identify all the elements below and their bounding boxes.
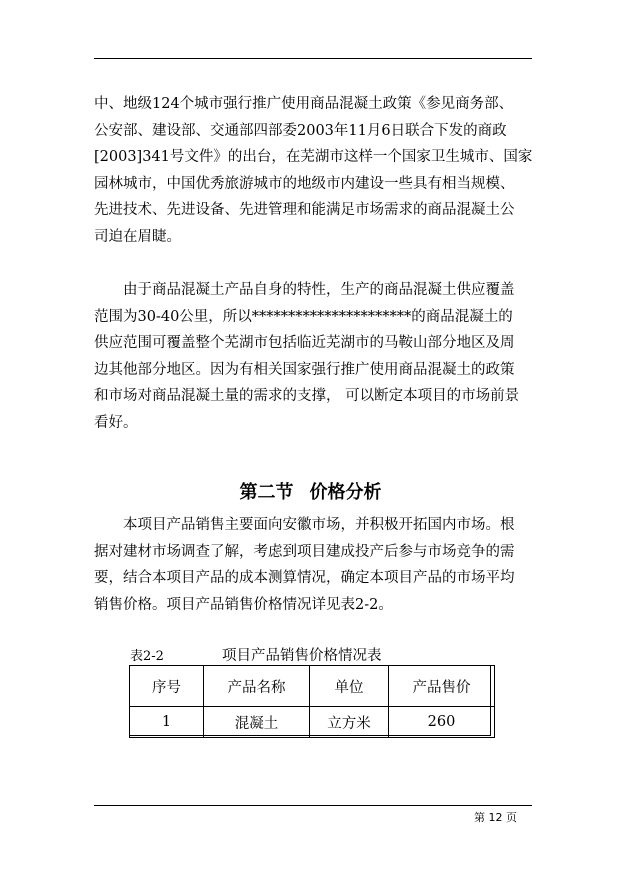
table-row [130, 707, 495, 738]
table-title: 项目产品销售价格情况表 [222, 648, 382, 664]
page-number: 第 12 页 [474, 811, 517, 824]
text-line: 要，结合本项目产品的成本测算情况，确定本项目产品的市场平均 [94, 570, 515, 586]
section-heading [0, 478, 621, 504]
table-cell: 1 [130, 707, 204, 738]
text-line: 由于商品混凝土产品自身的特性，生产的商品混凝土供应覆盖 [94, 282, 515, 298]
text-line: 范围为30-40公里，所以**********************的商品混凝土的 [94, 308, 513, 325]
text-line: 供应范围可覆盖整个芜湖市包括临近芜湖市的马鞍山部分地区及周 [94, 335, 515, 351]
price-table [129, 665, 495, 738]
table-cell: 260 [389, 707, 495, 738]
text-line: [2003]341号文件》的出台，在芜湖市这样一个国家卫生城市、国家 [94, 149, 533, 165]
text-line: 销售价格。项目产品销售价格情况详见表2-2。 [94, 596, 393, 613]
header-cell: 序号 [130, 666, 204, 707]
table-cell: 立方米 [310, 707, 389, 738]
section-number: 第二节 [239, 482, 294, 503]
table-header-row [130, 666, 495, 707]
text-line: 先进技术、先进设备、先进管理和能满足市场需求的商品混凝土公 [94, 202, 515, 218]
footer-rule [94, 805, 532, 806]
text-line: 边其他部分地区。因为有相关国家强行推广使用商品混凝土的政策 [94, 361, 515, 378]
header-cell: 产品名称 [204, 666, 310, 707]
paragraph-policy [94, 91, 532, 250]
header-cell: 单位 [310, 666, 389, 707]
text-line: 本项目产品销售主要面向安徽市场，并积极开拓国内市场。根 [94, 517, 515, 533]
text-line: 据对建材市场调查了解，考虑到项目建成投产后参与市场竞争的需 [94, 543, 515, 560]
text-line: 看好。 [94, 414, 138, 431]
text-line: 公安部、建设部、交通部四部委2003年11月6日联合下发的商政 [94, 122, 507, 139]
paragraph-pricing [94, 512, 532, 618]
paragraph-coverage [94, 277, 532, 436]
header-cell: 产品售价 [389, 666, 495, 707]
text-line: 和市场对商品混凝土量的需求的支撑， 可以断定本项目的市场前景 [94, 388, 520, 404]
header-rule [94, 58, 532, 59]
section-title: 价格分析 [309, 482, 382, 503]
text-line: 司迫在眉睫。 [94, 228, 181, 245]
table-cell: 混凝土 [204, 707, 310, 738]
table-label: 表2-2 [130, 649, 164, 664]
text-line: 中、地级124个城市强行推广使用商品混凝土政策《参见商务部、 [94, 96, 514, 112]
text-line: 园林城市，中国优秀旅游城市的地级市内建设一些具有相当规模、 [94, 175, 515, 192]
